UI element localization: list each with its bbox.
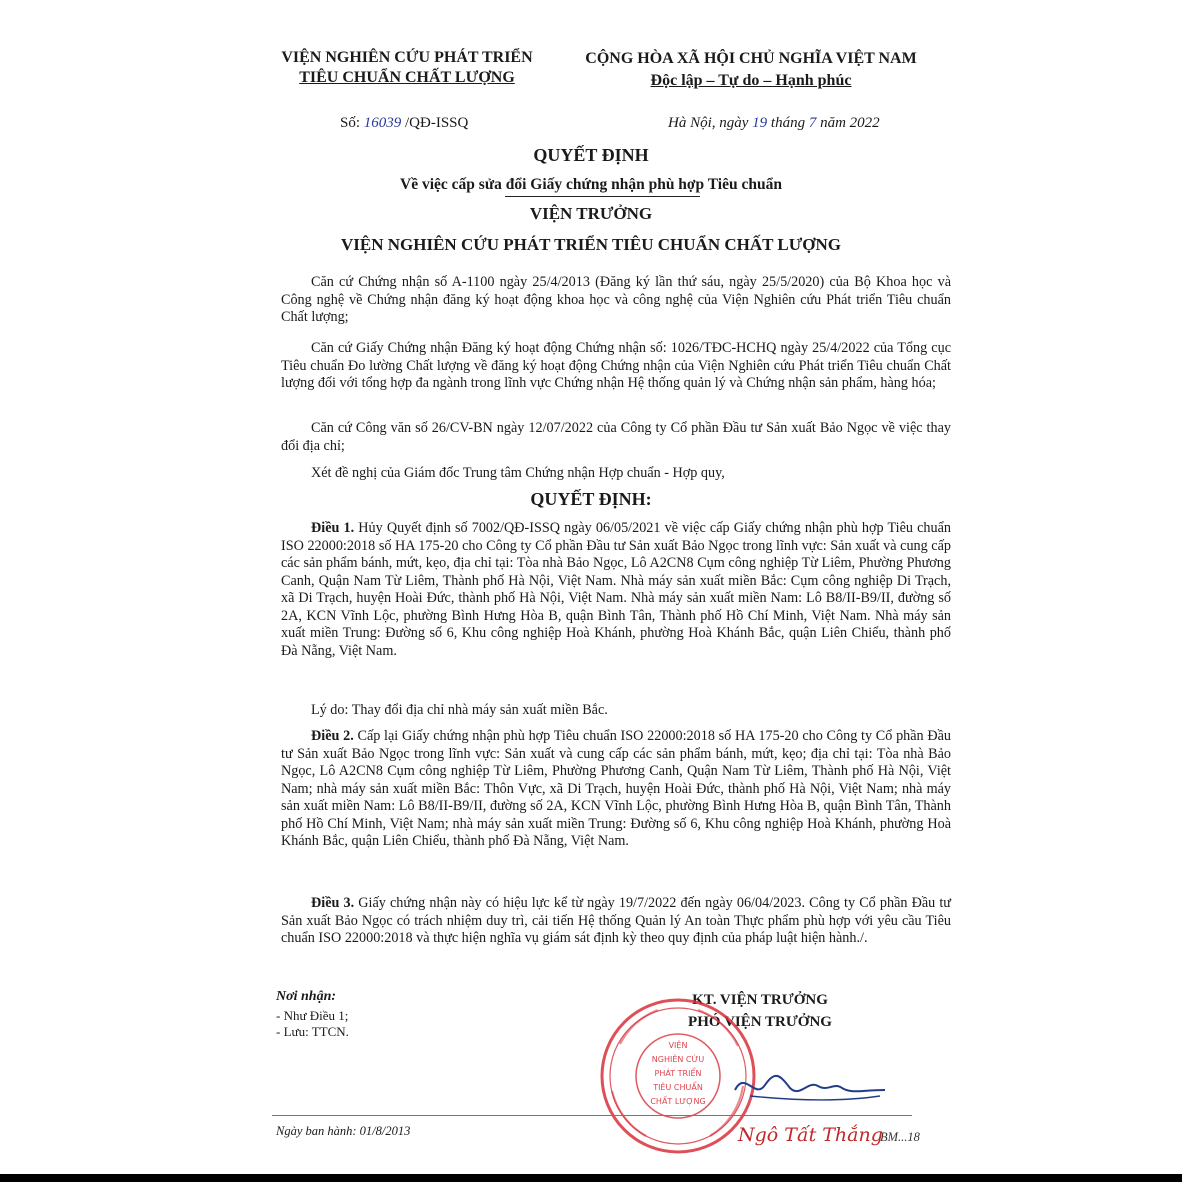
seal-text-4: TIÊU CHUẨN — [653, 1083, 703, 1092]
date-month: 7 — [808, 115, 817, 131]
article-1-reason-text: Lý do: Thay đổi địa chỉ nhà máy sản xuất miền Bắc. — [311, 702, 608, 718]
issue-date: Ngày ban hành: 01/8/2013 — [276, 1124, 411, 1138]
document-number — [340, 115, 468, 132]
grounds-4 — [281, 465, 951, 483]
national-motto-line: Độc lập – Tự do – Hạnh phúc — [650, 72, 852, 89]
decision-subject: Về việc cấp sửa đổi Giấy chứng nhận phù hợp Tiêu chuẩn — [400, 176, 782, 193]
doc-number-suffix: /QĐ-ISSQ — [401, 115, 469, 131]
doc-number-prefix: Số: — [340, 115, 364, 131]
doc-number-handwritten: 16039 — [363, 115, 402, 131]
subject-underline — [505, 196, 700, 197]
article-2-text: Cấp lại Giấy chứng nhận phù hợp Tiêu chuẩn ISO 22000:2018 số HA 175-20 cho Công ty Cổ phần Đầu tư Sản xuất Bảo Ngọc trong lĩnh vực: Sản xuất và cung cấp các sản phẩm bánh, mứt, kẹo; địa chỉ tại: Tòa nhà Bảo Ngọc, Lô A2CN8 Cụm công nghiệp Từ Liêm, Phường Phương Canh, Quận Nam Từ Liêm, Thành phố Hà Nội, Việt Nam; nhà máy sản xuất miền Bắc: Thôn Vực, xã Di Trạch, huyện Hoài Đức, thành phố Hà Nội, Việt Nam; nhà máy sản xuất miền Nam: Lô B8/II-B9/II, đường số 2A, KCN Vĩnh Lộc, phường Bình Hưng Hòa B, quận Bình Tân, Thành phố Hồ Chí Minh, Việt Nam; nhà máy sản xuất miền Trung: Đường số 6, Khu công nghiệp Hoà Khánh, phường Hoà Khánh Bắc, quận Liên Chiểu, thành phố Đà Nẵng, Việt Nam. — [281, 728, 952, 849]
seal-text-3: PHÁT TRIỂN — [654, 1069, 702, 1078]
grounds-3 — [281, 420, 951, 455]
form-code: BM...18 — [880, 1130, 920, 1144]
date-prefix: Hà Nội, ngày — [668, 115, 749, 131]
grounds-text-1: Căn cứ Chứng nhận số A-1100 ngày 25/4/2013 (Đăng ký lần thứ sáu, ngày 25/5/2020) của Bộ Khoa học và Công nghệ về Chứng nhận đăng ký hoạt động khoa học và công nghệ của Viện Nghiên cứu Phát triển Tiêu chuẩn Chất lượng; — [281, 274, 951, 325]
article-1-text: Hủy Quyết định số 7002/QĐ-ISSQ ngày 06/05/2021 về việc cấp Giấy chứng nhận phù hợp Tiêu chuẩn ISO 22000:2018 số HA 175-20 cho Công ty Cổ phần Đầu tư Sản xuất Bảo Ngọc trong lĩnh vực: Sản xuất và cung cấp các sản phẩm bánh, mứt, kẹo, địa chỉ tại: Tòa nhà Bảo Ngọc, Lô A2CN8 Cụm công nghiệp Từ Liêm, Phường Phương Canh, Quận Nam Từ Liêm, Thành phố Hà Nội, Việt Nam. Nhà máy sản xuất miền Bắc: Cụm công nghiệp Di Trạch, xã Di Trạch, huyện Hoài Đức, thành phố Hà Nội, Việt Nam. Nhà máy sản xuất miền Nam: Lô B8/II-B9/II, đường số 2A, KCN Vĩnh Lộc, phường Bình Hưng Hòa B, quận Bình Tân, Thành phố Hồ Chí Minh, Việt Nam. Nhà máy sản xuất miền Trung: Đường số 6, Khu công nghiệp Hoà Khánh, phường Hoà Khánh Bắc, quận Liên Chiểu, thành phố Đà Nẵng, Việt Nam. — [281, 520, 952, 659]
article-1 — [281, 520, 951, 660]
decision-title: QUYẾT ĐỊNH — [533, 145, 649, 165]
seal-text-1: VIỆN — [668, 1041, 688, 1050]
article-1-label: Điều 1. — [311, 520, 355, 536]
date-day: 19 — [752, 115, 768, 131]
recipients-title: Nơi nhận: — [276, 989, 337, 1004]
grounds-1 — [281, 274, 951, 327]
recipient-item-1: - Như Điều 1; — [276, 1008, 349, 1023]
authority-org: VIỆN NGHIÊN CỨU PHÁT TRIỂN TIÊU CHUẨN CHẤT LƯỢNG — [341, 235, 841, 254]
signer-name: Ngô Tất Thắng — [738, 1124, 883, 1146]
article-3-text: Giấy chứng nhận này có hiệu lực kể từ ngày 19/7/2022 đến ngày 06/04/2023. Công ty Cổ phần Đầu tư Sản xuất Bảo Ngọc có trách nhiệm duy trì, cải tiến Hệ thống Quản lý An toàn Thực phẩm phù hợp với yêu cầu Tiêu chuẩn ISO 22000:2018 và thực hiện nghĩa vụ giám sát định kỳ theo quy định của pháp luật hiện hành./. — [281, 895, 951, 946]
footer-divider — [272, 1115, 912, 1116]
grounds-text-2: Căn cứ Giấy Chứng nhận Đăng ký hoạt động Chứng nhận số: 1026/TĐC-HCHQ ngày 25/4/2022 của Tổng cục Tiêu chuẩn Đo lường Chất lượng về đăng ký hoạt động Chứng nhận của Viện Nghiên cứu Phát triển Tiêu chuẩn Chất lượng đối với tổng hợp đa ngành trong lĩnh vực Chứng nhận Hệ thống quản lý và Chứng nhận sản phẩm, hàng hóa; — [281, 340, 951, 391]
authority-title: VIỆN TRƯỞNG — [529, 204, 653, 223]
issuing-org-line1: VIỆN NGHIÊN CỨU PHÁT TRIỂN — [281, 49, 533, 66]
document-date — [668, 115, 880, 132]
seal-text-2: NGHIÊN CỨU — [651, 1055, 705, 1064]
date-middle: tháng — [770, 115, 806, 131]
seal-text-5: CHẤT LƯỢNG — [650, 1097, 706, 1106]
signature-title-1: KT. VIỆN TRƯỞNG — [692, 992, 828, 1008]
article-2-label: Điều 2. — [311, 728, 354, 744]
article-3-label: Điều 3. — [311, 895, 355, 911]
issuing-org — [262, 48, 552, 88]
article-3 — [281, 895, 951, 948]
national-motto — [566, 48, 936, 92]
date-suffix: năm 2022 — [820, 115, 880, 131]
recipient-item-2: - Lưu: TTCN. — [276, 1024, 349, 1039]
grounds-2 — [281, 340, 951, 393]
article-2 — [281, 728, 951, 851]
article-1-reason — [281, 702, 951, 720]
decision-heading: QUYẾT ĐỊNH: — [530, 489, 652, 509]
handwritten-signature — [730, 1060, 890, 1110]
grounds-text-3: Căn cứ Công văn số 26/CV-BN ngày 12/07/2022 của Công ty Cổ phần Đầu tư Sản xuất Bảo Ngọc về việc thay đổi địa chỉ; — [281, 420, 951, 454]
grounds-text-4: Xét đề nghị của Giám đốc Trung tâm Chứng nhận Hợp chuẩn - Hợp quy, — [311, 465, 725, 481]
issuing-org-line2: TIÊU CHUẨN CHẤT LƯỢNG — [299, 69, 515, 86]
national-title: CỘNG HÒA XÃ HỘI CHỦ NGHĨA VIỆT NAM — [585, 50, 917, 67]
bottom-bar — [0, 1174, 1182, 1182]
signature-title-2: PHÓ VIỆN TRƯỞNG — [688, 1014, 832, 1030]
